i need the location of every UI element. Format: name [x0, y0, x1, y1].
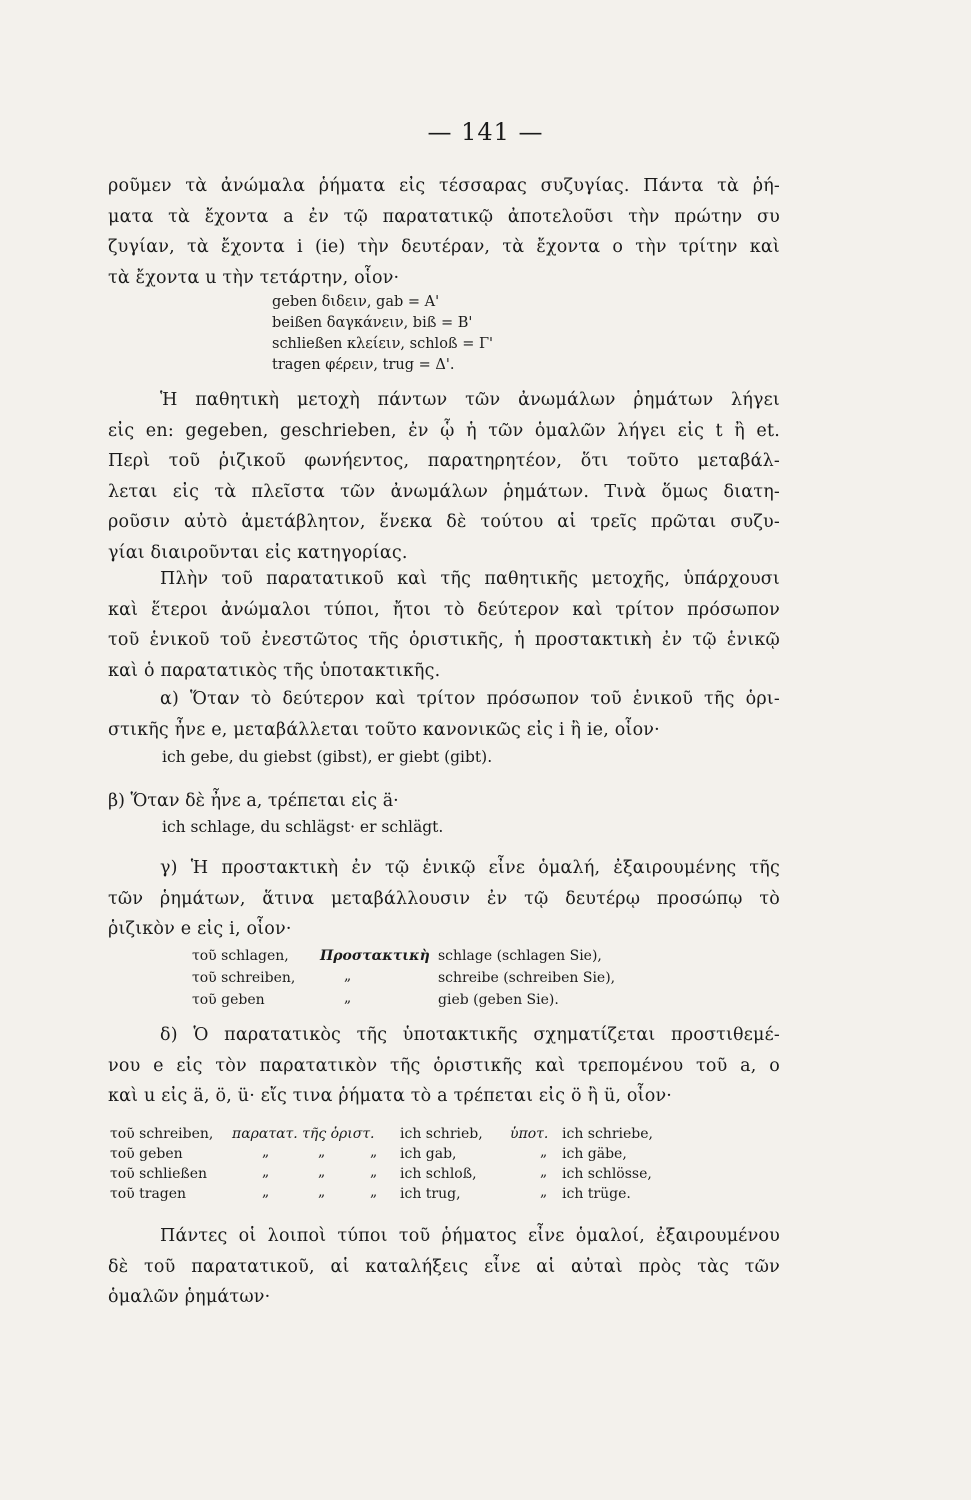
text-line: Περὶ τοῦ ῥιζικοῦ φωνήεντος, παρατηρητέον, ὅτι τοῦτο μεταβάλ- — [108, 451, 780, 471]
text-line: Πάντες οἱ λοιποὶ τύποι τοῦ ῥήματος εἶνε ὁμαλοί, ἐξαιρουμένου — [160, 1226, 780, 1246]
table-row-indicative: ich schrieb, — [400, 1126, 483, 1142]
ditto-mark: „ — [344, 968, 352, 984]
table-row-indicative: ich schloß, — [400, 1166, 477, 1182]
table-header-indicative: παρατατ. τῆς ὁριστ. — [232, 1126, 375, 1142]
ditto-mark: „ — [370, 1164, 378, 1180]
table-row-subjunctive: ich trüge. — [562, 1186, 631, 1202]
conclusion-paragraph — [108, 1221, 780, 1313]
page-number: — 141 — — [427, 118, 544, 146]
rule-c — [108, 853, 780, 945]
text-line: δὲ τοῦ παρατατικοῦ, αἱ καταλήξεις εἶνε αἱ αὐταὶ πρὸς τὰς τῶν — [108, 1256, 780, 1277]
table-row-form: schreibe (schreiben Sie), — [438, 970, 616, 986]
text-line: γ) Ἡ προστακτικὴ ἐν τῷ ἑνικῷ εἶνε ὁμαλή, ἐξαιρουμένης τῆς — [160, 858, 780, 878]
table-row-subjunctive: ich schriebe, — [562, 1126, 653, 1142]
ditto-mark: „ — [540, 1144, 548, 1160]
table-row-verb: τοῦ schreiben, — [110, 1126, 214, 1142]
ditto-mark: „ — [318, 1164, 326, 1180]
conjugation-item: beißen δαγκάνειν, biß = Β' — [272, 315, 473, 331]
table-row-verb: τοῦ schlagen, — [192, 948, 289, 964]
conjugation-item: tragen φέρειν, trug = Δ'. — [272, 357, 455, 373]
ditto-mark: „ — [370, 1184, 378, 1200]
table-row-subjunctive: ich schlösse, — [562, 1166, 652, 1182]
table-row-verb: τοῦ tragen — [110, 1186, 187, 1202]
text-line: γίαι διαιροῦνται εἰς κατηγορίας. — [108, 542, 408, 563]
conjugation-item: schließen κλείειν, schloß = Γ' — [272, 336, 494, 352]
example-b: ich schlage, du schlägst· er schlägt. — [162, 818, 444, 836]
text-line: τοῦ ἑνικοῦ τοῦ ἐνεστῶτος τῆς ὁριστικῆς, ἡ προστακτικὴ ἐν τῷ ἑνικῷ — [108, 630, 780, 650]
example-a: ich gebe, du giebst (gibst), er giebt (gibt). — [162, 748, 493, 766]
rule-d — [108, 1020, 780, 1112]
ditto-mark: „ — [540, 1164, 548, 1180]
text-line: καὶ ἕτεροι ἀνώμαλοι τύποι, ἤτοι τὸ δεύτερον καὶ τρίτον πρόσωπον — [108, 599, 780, 620]
text-line: ῥιζικὸν e εἰς i, οἷον· — [108, 919, 292, 939]
rule-a — [108, 684, 780, 745]
table-row-indicative: ich gab, — [400, 1146, 457, 1162]
intro-paragraph — [108, 171, 780, 293]
text-line: καὶ u εἰς ä, ö, ü· εἴς τινα ῥήματα τὸ a τρέπεται εἰς ö ἢ ü, οἷον· — [108, 1086, 673, 1106]
text-line: καὶ ὁ παρατατικὸς τῆς ὑποτακτικῆς. — [108, 660, 441, 681]
table-row-form: gieb (geben Sie). — [438, 992, 559, 1008]
ditto-mark: „ — [262, 1164, 270, 1180]
text-line: ροῦσιν αὐτὸ ἀμετάβλητον, ἕνεκα δὲ τούτου αἱ τρεῖς πρῶται συζυ- — [108, 512, 780, 532]
ditto-mark: „ — [318, 1144, 326, 1160]
text-line: δ) Ὁ παρατατικὸς τῆς ὑποτακτικῆς σχηματίζεται προστιθεμέ- — [160, 1025, 780, 1045]
ditto-mark: „ — [540, 1184, 548, 1200]
rule-b: β) Ὅταν δὲ ἦνε a, τρέπεται εἰς ä· — [108, 791, 399, 811]
table-row-verb: τοῦ geben — [110, 1146, 183, 1162]
text-line: α) Ὅταν τὸ δεύτερον καὶ τρίτον πρόσωπον τοῦ ἑνικοῦ τῆς ὁρι- — [160, 689, 780, 709]
ditto-mark: „ — [262, 1184, 270, 1200]
text-line: τὰ ἔχοντα u τὴν τετάρτην, οἷον· — [108, 267, 400, 288]
table-row-verb: τοῦ schließen — [110, 1166, 208, 1182]
text-line: ροῦμεν τὰ ἀνώμαλα ῥήματα εἰς τέσσαρας συζυγίας. Πάντα τὰ ῥή- — [108, 176, 780, 196]
text-line: στικῆς ἦνε e, μεταβάλλεται τοῦτο κανονικῶς εἰς i ἢ ie, οἷον· — [108, 719, 660, 740]
ditto-mark: „ — [262, 1144, 270, 1160]
text-line: ὁμαλῶν ῥημάτων· — [108, 1287, 271, 1307]
table-header-imperative: Προστακτικὴ — [320, 948, 430, 964]
text-line: ματα τὰ ἔχοντα a ἐν τῷ παρατατικῷ ἀποτελοῦσι τὴν πρώτην συ — [108, 206, 780, 227]
text-line: εἰς en: gegeben, geschrieben, ἐν ᾧ ἡ τῶν ὁμαλῶν λήγει εἰς t ἢ et. — [108, 420, 780, 441]
text-line: Ἡ παθητικὴ μετοχὴ πάντων τῶν ἀνωμάλων ῥημάτων λήγει — [160, 390, 780, 410]
table-row-indicative: ich trug, — [400, 1186, 461, 1202]
table-header-subjunctive: ὑποτ. — [510, 1126, 549, 1142]
ditto-mark: „ — [318, 1184, 326, 1200]
conjugation-list — [272, 292, 493, 376]
text-line: λεται εἰς τὰ πλεῖστα τῶν ἀνωμάλων ῥημάτων. Τινὰ ὅμως διατη- — [108, 481, 780, 502]
text-line: τῶν ῥημάτων, ἅτινα μεταβάλλουσιν ἐν τῷ δευτέρῳ προσώπῳ τὸ — [108, 888, 780, 909]
other-forms-paragraph — [108, 564, 780, 686]
text-line: νου e εἰς τὸν παρατατικὸν τῆς ὁριστικῆς καὶ τρεπομένου τοῦ a, o — [108, 1055, 780, 1076]
table-row-verb: τοῦ geben — [192, 992, 265, 1008]
ditto-mark: „ — [370, 1144, 378, 1160]
text-line: Πλὴν τοῦ παρατατικοῦ καὶ τῆς παθητικῆς μετοχῆς, ὑπάρχουσι — [160, 569, 780, 589]
table-row-verb: τοῦ schreiben, — [192, 970, 296, 986]
ditto-mark: „ — [344, 990, 352, 1006]
table-row-form: schlage (schlagen Sie), — [438, 948, 602, 964]
table-row-subjunctive: ich gäbe, — [562, 1146, 627, 1162]
participle-paragraph — [108, 385, 780, 568]
text-line: ζυγίαν, τὰ ἔχοντα i (ie) τὴν δευτέραν, τὰ ἔχοντα o τὴν τρίτην καὶ — [108, 237, 780, 257]
conjugation-item: geben διδειν, gab = Α' — [272, 294, 440, 310]
